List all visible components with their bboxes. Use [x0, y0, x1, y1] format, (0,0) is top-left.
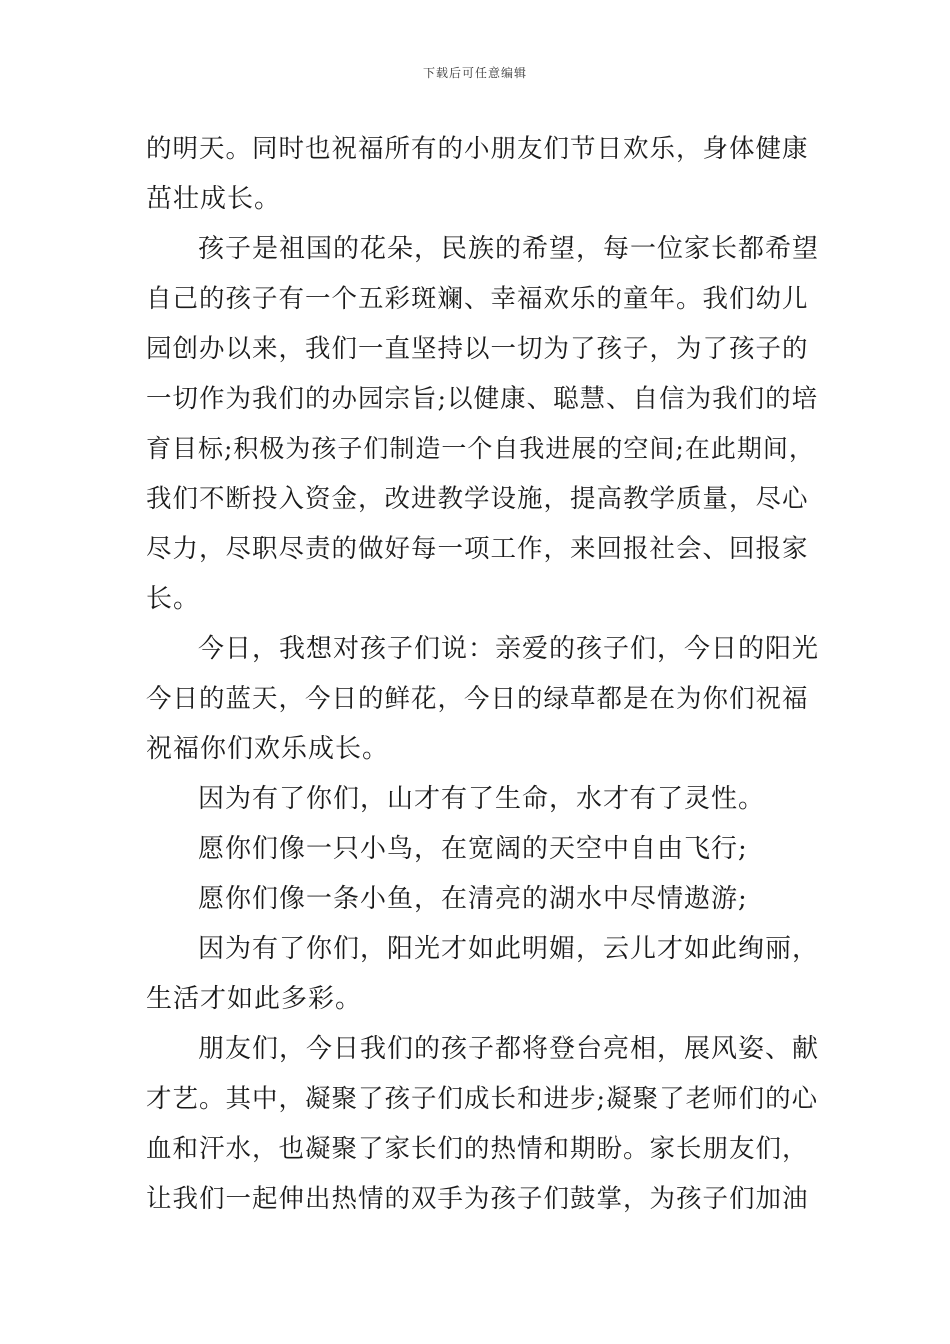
- text-line: 祝福你们欢乐成长。: [146, 734, 390, 764]
- text-line: 长。: [146, 584, 201, 614]
- text-line: 孩子是祖国的花朵，民族的希望，每一位家长都希望: [198, 234, 820, 264]
- text-line: 自己的孩子有一个五彩斑斓、幸福欢乐的童年。我们幼儿: [146, 284, 809, 314]
- text-line: 今日，我想对孩子们说：亲爱的孩子们，今日的阳光: [198, 634, 820, 664]
- text-line: 生活才如此多彩。: [146, 984, 363, 1014]
- text-line: 血和汗水，也凝聚了家长们的热情和期盼。家长朋友们，: [146, 1134, 809, 1164]
- text-line: 今日的蓝天，今日的鲜花，今日的绿草都是在为你们祝福: [146, 684, 809, 714]
- text-line: 让我们一起伸出热情的双手为孩子们鼓掌，为孩子们加油: [146, 1184, 809, 1214]
- text-line: 园创办以来，我们一直坚持以一切为了孩子，为了孩子的: [146, 334, 809, 364]
- text-line: 尽力，尽职尽责的做好每一项工作，来回报社会、回报家: [146, 534, 809, 564]
- page-header: 下载后可任意编辑: [422, 66, 527, 80]
- text-line: 因为有了你们，阳光才如此明媚，云儿才如此绚丽，: [198, 934, 820, 964]
- text-line: 的明天。同时也祝福所有的小朋友们节日欢乐，身体健康: [146, 134, 809, 164]
- text-line: 朋友们，今日我们的孩子都将登台亮相，展风姿、献: [198, 1034, 820, 1064]
- text-line: 愿你们像一只小鸟，在宽阔的天空中自由飞行;: [198, 834, 748, 864]
- text-line: 茁壮成长。: [146, 184, 282, 214]
- text-line: 因为有了你们，山才有了生命，水才有了灵性。: [198, 784, 766, 814]
- text-line: 一切作为我们的办园宗旨;以健康、聪慧、自信为我们的培: [146, 384, 819, 414]
- text-line: 才艺。其中，凝聚了孩子们成长和进步;凝聚了老师们的心: [146, 1084, 819, 1114]
- text-line: 育目标;积极为孩子们制造一个自我进展的空间;在此期间，: [146, 434, 815, 463]
- text-line: 愿你们像一条小鱼，在清亮的湖水中尽情遨游;: [198, 884, 748, 914]
- text-line: 我们不断投入资金，改进教学设施，提高教学质量，尽心: [146, 484, 809, 514]
